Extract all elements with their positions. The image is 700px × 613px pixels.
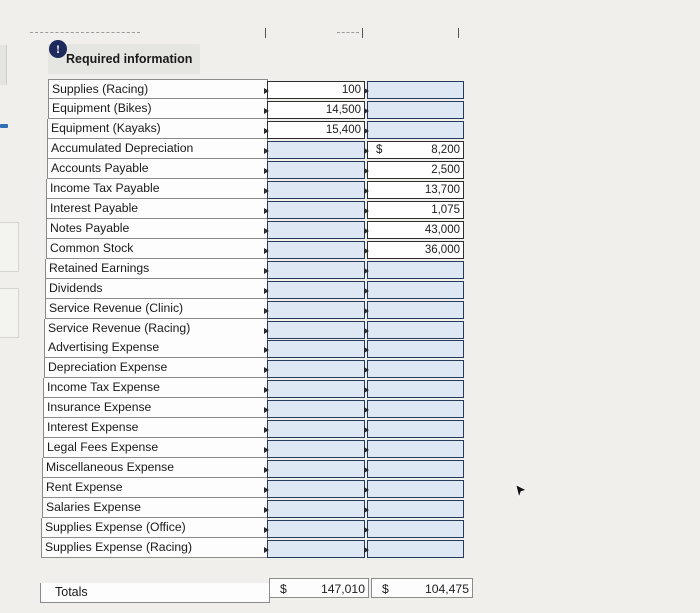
- navigation-marker: [0, 124, 8, 128]
- credit-amount-input[interactable]: [367, 520, 464, 538]
- input-marker-icon: [364, 367, 369, 373]
- faint-header-line: [337, 32, 359, 33]
- account-row: Miscellaneous Expense: [42, 458, 268, 478]
- debit-amount-input[interactable]: [267, 540, 365, 558]
- input-marker-icon: [364, 248, 369, 254]
- account-row: Insurance Expense: [43, 398, 268, 418]
- debit-amount-value: 100: [341, 84, 361, 96]
- debit-total-value: 147,010: [320, 582, 365, 596]
- debit-amount-input[interactable]: [267, 281, 365, 299]
- input-marker-icon: [264, 288, 269, 294]
- input-marker-icon: [364, 387, 369, 393]
- account-row: Dividends: [45, 279, 268, 299]
- input-marker-icon: [364, 308, 369, 314]
- side-panel-edge: [0, 222, 19, 272]
- account-row: Supplies Expense (Racing): [41, 538, 268, 558]
- account-row: Retained Earnings: [45, 259, 268, 279]
- input-marker-icon: [364, 447, 369, 453]
- debit-amount-input[interactable]: [267, 321, 365, 339]
- debit-amount-input[interactable]: [267, 400, 365, 418]
- input-marker-icon: [264, 328, 269, 334]
- input-marker-icon: [264, 427, 269, 433]
- header-title: Required information: [66, 52, 193, 66]
- credit-amount-value: 36,000: [424, 244, 460, 256]
- credit-amount-input[interactable]: [367, 400, 464, 418]
- credit-amount-input[interactable]: [367, 380, 464, 398]
- credit-amount-input[interactable]: [367, 241, 464, 259]
- debit-amount-input[interactable]: [267, 121, 365, 139]
- input-marker-icon: [264, 507, 269, 513]
- input-marker-icon: [264, 148, 269, 154]
- account-row: Interest Expense: [43, 418, 268, 438]
- debit-amount-input[interactable]: [267, 360, 365, 378]
- account-row: Service Revenue (Clinic): [45, 299, 268, 319]
- debit-amount-input[interactable]: [267, 380, 365, 398]
- credit-amount-input[interactable]: [367, 121, 464, 139]
- input-marker-icon: [364, 168, 369, 174]
- account-row: Equipment (Bikes): [48, 99, 268, 119]
- credit-amount-value: 43,000: [424, 224, 460, 236]
- input-marker-icon: [364, 547, 369, 553]
- credit-amount-input[interactable]: [367, 440, 464, 458]
- credit-amount-value: 2,500: [431, 164, 460, 176]
- debit-amount-input[interactable]: [267, 141, 365, 159]
- debit-amount-input[interactable]: [267, 480, 365, 498]
- account-row: Legal Fees Expense: [43, 438, 268, 458]
- account-row: Accumulated Depreciation: [47, 139, 268, 159]
- input-marker-icon: [264, 208, 269, 214]
- column-tick-mark: [458, 28, 459, 38]
- account-row: Supplies (Racing): [48, 79, 268, 99]
- input-marker-icon: [264, 128, 269, 134]
- column-tick-mark: [265, 28, 266, 38]
- input-marker-icon: [264, 487, 269, 493]
- credit-total-currency: $: [382, 582, 389, 596]
- input-marker-icon: [364, 467, 369, 473]
- input-marker-icon: [264, 447, 269, 453]
- credit-amount-input[interactable]: [367, 301, 464, 319]
- account-row: Service Revenue (Racing): [44, 319, 268, 339]
- debit-amount-input[interactable]: [267, 221, 365, 239]
- input-marker-icon: [364, 108, 369, 114]
- input-marker-icon: [264, 308, 269, 314]
- debit-total-currency: $: [280, 582, 287, 596]
- credit-amount-input[interactable]: [367, 420, 464, 438]
- input-marker-icon: [264, 387, 269, 393]
- debit-amount-input[interactable]: [267, 161, 365, 179]
- input-marker-icon: [264, 367, 269, 373]
- debit-amount-input[interactable]: [267, 420, 365, 438]
- input-marker-icon: [364, 288, 369, 294]
- input-marker-icon: [364, 347, 369, 353]
- input-marker-icon: [264, 228, 269, 234]
- credit-amount-input[interactable]: [367, 340, 464, 358]
- credit-total-cell: [371, 578, 473, 598]
- input-marker-icon: [264, 347, 269, 353]
- credit-total-value: 104,475: [424, 582, 469, 596]
- debit-amount-input[interactable]: [267, 301, 365, 319]
- account-row: Rent Expense: [42, 478, 268, 498]
- input-marker-icon: [364, 427, 369, 433]
- account-row: Advertising Expense: [44, 338, 268, 358]
- debit-amount-input[interactable]: [267, 201, 365, 219]
- input-marker-icon: [364, 407, 369, 413]
- debit-amount-input[interactable]: [267, 520, 365, 538]
- debit-total-cell: [269, 578, 369, 598]
- input-marker-icon: [364, 148, 369, 154]
- input-marker-icon: [364, 188, 369, 194]
- input-marker-icon: [264, 168, 269, 174]
- input-marker-icon: [264, 108, 269, 114]
- credit-amount-input[interactable]: [367, 500, 464, 518]
- input-marker-icon: [364, 328, 369, 334]
- account-row: Notes Payable: [46, 219, 268, 239]
- input-marker-icon: [364, 527, 369, 533]
- input-marker-icon: [364, 88, 369, 94]
- credit-currency-symbol: $: [376, 144, 383, 156]
- credit-amount-input[interactable]: [367, 201, 464, 219]
- credit-amount-input[interactable]: [367, 181, 464, 199]
- credit-amount-input[interactable]: [367, 141, 464, 159]
- credit-amount-input[interactable]: [367, 261, 464, 279]
- debit-amount-input[interactable]: [267, 81, 365, 99]
- mouse-cursor-icon: [515, 484, 527, 498]
- credit-amount-input[interactable]: [367, 480, 464, 498]
- account-row: Income Tax Payable: [46, 179, 268, 199]
- input-marker-icon: [264, 407, 269, 413]
- debit-amount-input[interactable]: [267, 261, 365, 279]
- account-row: Income Tax Expense: [43, 378, 268, 398]
- input-marker-icon: [364, 507, 369, 513]
- account-row: Salaries Expense: [42, 498, 268, 518]
- input-marker-icon: [364, 268, 369, 274]
- faint-header-line: [30, 32, 140, 33]
- debit-amount-value: 14,500: [325, 104, 361, 116]
- input-marker-icon: [364, 128, 369, 134]
- input-marker-icon: [264, 268, 269, 274]
- credit-amount-input[interactable]: [367, 540, 464, 558]
- credit-amount-input[interactable]: [367, 460, 464, 478]
- info-icon: !: [49, 40, 67, 58]
- debit-amount-input[interactable]: [267, 500, 365, 518]
- debit-amount-value: 15,400: [325, 124, 361, 136]
- debit-amount-input[interactable]: [267, 241, 365, 259]
- credit-amount-value: 8,200: [431, 144, 460, 156]
- credit-amount-input[interactable]: [367, 360, 464, 378]
- account-row: Supplies Expense (Office): [41, 518, 268, 538]
- credit-amount-input[interactable]: [367, 321, 464, 339]
- account-row: Accounts Payable: [47, 159, 268, 179]
- input-marker-icon: [264, 88, 269, 94]
- credit-amount-input[interactable]: [367, 101, 464, 119]
- debit-amount-input[interactable]: [267, 460, 365, 478]
- account-row: Equipment (Kayaks): [47, 119, 268, 139]
- input-marker-icon: [264, 188, 269, 194]
- account-row: Interest Payable: [46, 199, 268, 219]
- credit-amount-input[interactable]: [367, 281, 464, 299]
- input-marker-icon: [264, 467, 269, 473]
- page-edge: [0, 45, 7, 85]
- input-marker-icon: [264, 547, 269, 553]
- credit-amount-input[interactable]: [367, 81, 464, 99]
- side-panel-edge: [0, 288, 19, 338]
- debit-amount-input[interactable]: [267, 181, 365, 199]
- page-header-marks: [0, 28, 700, 44]
- credit-amount-value: 1,075: [431, 204, 460, 216]
- credit-amount-input[interactable]: [367, 221, 464, 239]
- input-marker-icon: [364, 208, 369, 214]
- credit-amount-value: 13,700: [424, 184, 460, 196]
- input-marker-icon: [364, 228, 369, 234]
- input-marker-icon: [364, 487, 369, 493]
- debit-amount-input[interactable]: [267, 440, 365, 458]
- totals-label: Totals: [40, 583, 270, 603]
- debit-amount-input[interactable]: [267, 101, 365, 119]
- column-tick-mark: [362, 28, 363, 38]
- credit-amount-input[interactable]: [367, 161, 464, 179]
- account-row: Depreciation Expense: [44, 358, 268, 378]
- input-marker-icon: [264, 527, 269, 533]
- debit-amount-input[interactable]: [267, 340, 365, 358]
- input-marker-icon: [264, 248, 269, 254]
- account-row: Common Stock: [46, 239, 268, 259]
